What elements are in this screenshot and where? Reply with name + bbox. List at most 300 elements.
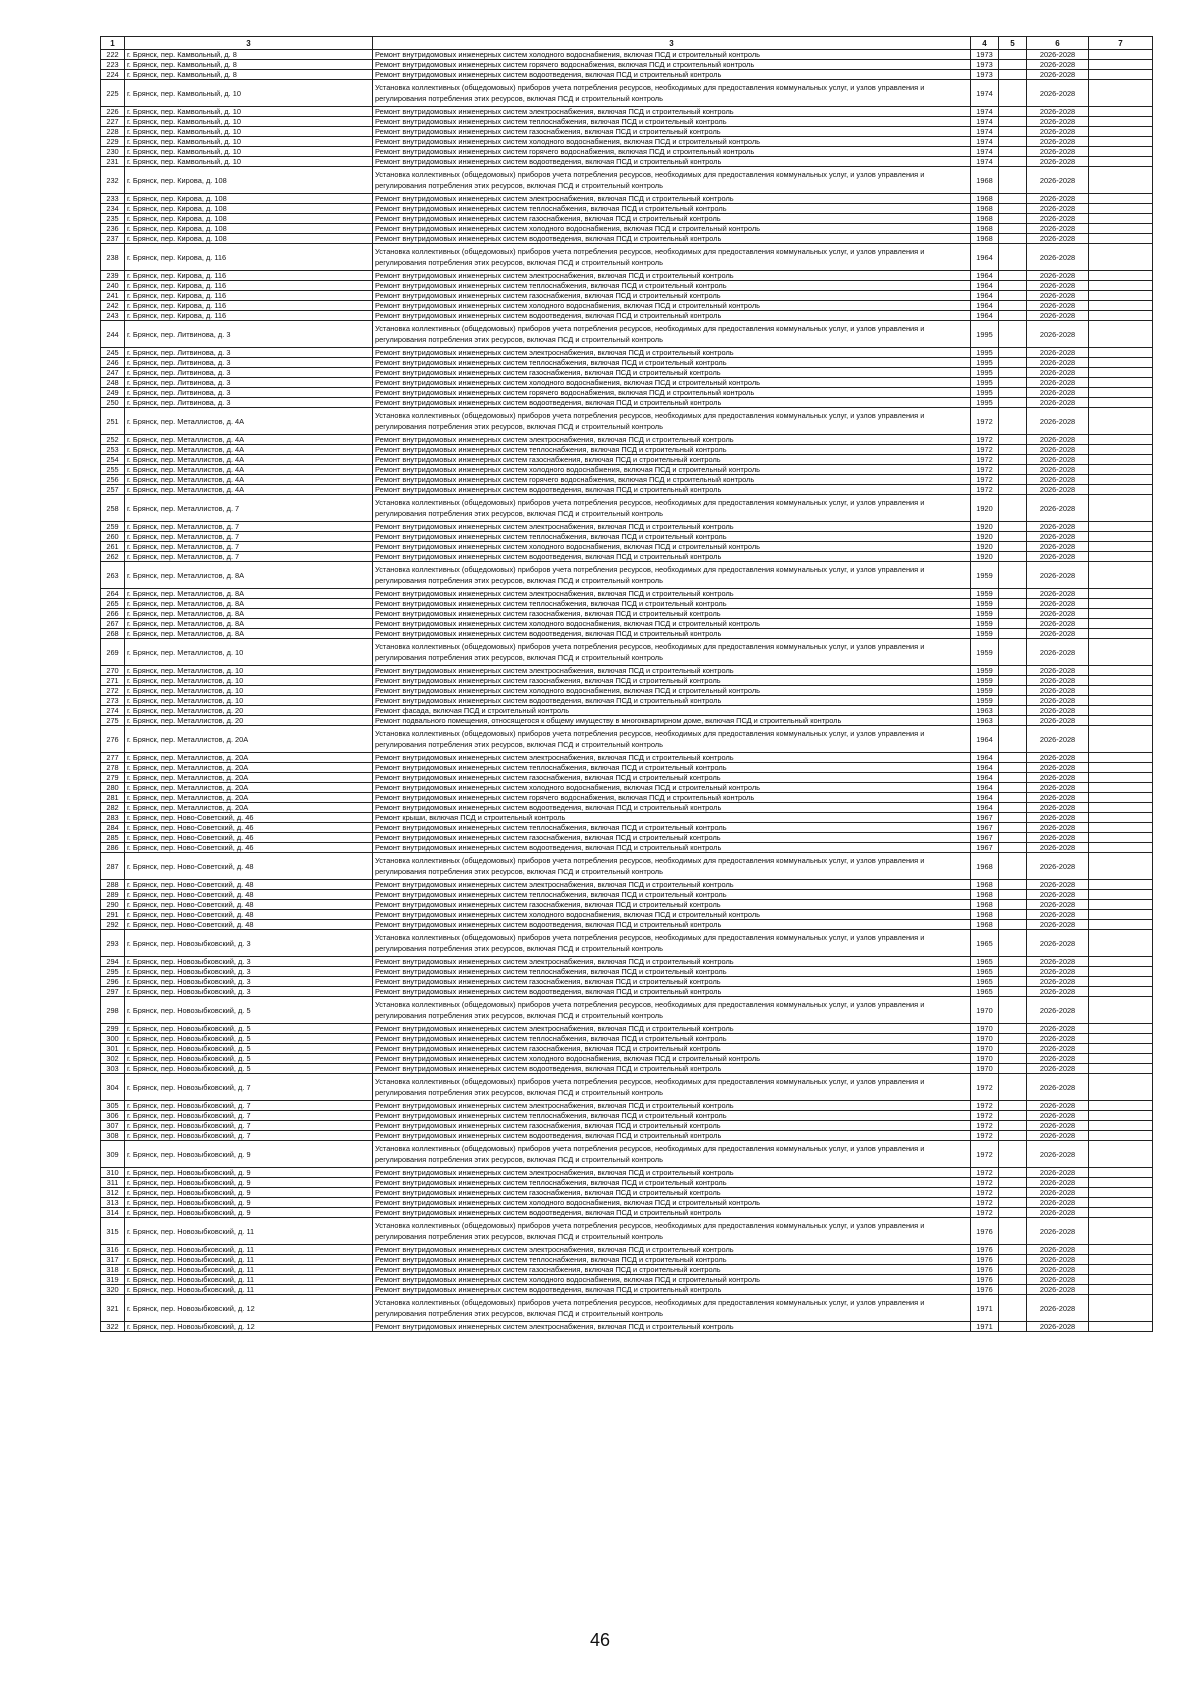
address-cell: г. Брянск, пер. Металлистов, д. 20А — [125, 763, 373, 773]
empty-cell — [999, 890, 1027, 900]
year-cell: 1968 — [971, 204, 999, 214]
empty-cell — [999, 107, 1027, 117]
row-number: 272 — [101, 686, 125, 696]
address-cell: г. Брянск, пер. Металлистов, д. 20А — [125, 783, 373, 793]
empty-cell — [999, 813, 1027, 823]
period-cell: 2026-2028 — [1027, 1111, 1089, 1121]
address-cell: г. Брянск, пер. Металлистов, д. 20А — [125, 773, 373, 783]
period-cell: 2026-2028 — [1027, 930, 1089, 957]
empty-cell — [1089, 378, 1153, 388]
year-cell: 1972 — [971, 445, 999, 455]
empty-cell — [1089, 495, 1153, 522]
empty-cell — [999, 368, 1027, 378]
address-cell: г. Брянск, пер. Ново-Советский, д. 48 — [125, 900, 373, 910]
empty-cell — [999, 1024, 1027, 1034]
year-cell: 1976 — [971, 1218, 999, 1245]
row-number: 267 — [101, 619, 125, 629]
work-description-cell: Ремонт внутридомовых инженерных систем теплоснабжения, включая ПСД и строительный контроль — [373, 763, 971, 773]
row-number: 236 — [101, 224, 125, 234]
work-description-cell: Ремонт внутридомовых инженерных систем водоотведения, включая ПСД и строительный контроль — [373, 1064, 971, 1074]
table-row — [101, 696, 1153, 706]
page-number: 46 — [589, 1630, 611, 1650]
address-cell: г. Брянск, пер. Камвольный, д. 8 — [125, 50, 373, 60]
empty-cell — [999, 676, 1027, 686]
row-number: 288 — [101, 880, 125, 890]
year-cell: 1964 — [971, 291, 999, 301]
address-cell: г. Брянск, пер. Новозыбковский, д. 5 — [125, 1034, 373, 1044]
period-cell: 2026-2028 — [1027, 987, 1089, 997]
work-description-cell: Установка коллективных (общедомовых) приборов учета потребления ресурсов, необходимых для предоставления коммунальных услуг, и узлов управления и регулирования потребления этих ресурсов, включая ПСД и строительный контроль — [373, 562, 971, 589]
work-description-cell: Установка коллективных (общедомовых) приборов учета потребления ресурсов, необходимых для предоставления коммунальных услуг, и узлов управления и регулирования потребления этих ресурсов, включая ПСД и строительный контроль — [373, 244, 971, 271]
empty-cell — [999, 773, 1027, 783]
address-cell: г. Брянск, пер. Металлистов, д. 4А — [125, 445, 373, 455]
period-cell: 2026-2028 — [1027, 957, 1089, 967]
empty-cell — [999, 823, 1027, 833]
table-row — [101, 1198, 1153, 1208]
work-description-cell: Ремонт внутридомовых инженерных систем теплоснабжения, включая ПСД и строительный контроль — [373, 117, 971, 127]
empty-cell — [999, 666, 1027, 676]
row-number: 270 — [101, 666, 125, 676]
row-number: 298 — [101, 997, 125, 1024]
period-cell: 2026-2028 — [1027, 408, 1089, 435]
year-cell: 1965 — [971, 957, 999, 967]
empty-cell — [1089, 167, 1153, 194]
address-cell: г. Брянск, пер. Камвольный, д. 10 — [125, 157, 373, 167]
address-cell: г. Брянск, пер. Новозыбковский, д. 7 — [125, 1131, 373, 1141]
address-cell: г. Брянск, пер. Камвольный, д. 10 — [125, 117, 373, 127]
table-row — [101, 368, 1153, 378]
work-description-cell: Ремонт внутридомовых инженерных систем электроснабжения, включая ПСД и строительный контроль — [373, 194, 971, 204]
row-number: 306 — [101, 1111, 125, 1121]
address-cell: г. Брянск, пер. Металлистов, д. 8А — [125, 562, 373, 589]
empty-cell — [999, 214, 1027, 224]
table-row — [101, 803, 1153, 813]
work-description-cell: Ремонт внутридомовых инженерных систем электроснабжения, включая ПСД и строительный контроль — [373, 753, 971, 763]
year-cell: 1970 — [971, 1024, 999, 1034]
row-number: 295 — [101, 967, 125, 977]
year-cell: 1968 — [971, 234, 999, 244]
table-row — [101, 920, 1153, 930]
row-number: 276 — [101, 726, 125, 753]
period-cell: 2026-2028 — [1027, 823, 1089, 833]
work-description-cell: Ремонт внутридомовых инженерных систем электроснабжения, включая ПСД и строительный контроль — [373, 348, 971, 358]
empty-cell — [1089, 107, 1153, 117]
year-cell: 1970 — [971, 1064, 999, 1074]
row-number: 229 — [101, 137, 125, 147]
period-cell: 2026-2028 — [1027, 706, 1089, 716]
empty-cell — [1089, 358, 1153, 368]
period-cell: 2026-2028 — [1027, 388, 1089, 398]
work-description-cell: Ремонт внутридомовых инженерных систем газоснабжения, включая ПСД и строительный контроль — [373, 900, 971, 910]
period-cell: 2026-2028 — [1027, 204, 1089, 214]
year-cell: 1959 — [971, 589, 999, 599]
address-cell: г. Брянск, пер. Новозыбковский, д. 11 — [125, 1285, 373, 1295]
table-row — [101, 271, 1153, 281]
table-row — [101, 706, 1153, 716]
period-cell: 2026-2028 — [1027, 127, 1089, 137]
empty-cell — [999, 455, 1027, 465]
address-cell: г. Брянск, пер. Ново-Советский, д. 48 — [125, 910, 373, 920]
year-cell: 1968 — [971, 224, 999, 234]
empty-cell — [999, 532, 1027, 542]
empty-cell — [999, 599, 1027, 609]
empty-cell — [1089, 50, 1153, 60]
year-cell: 1967 — [971, 833, 999, 843]
empty-cell — [999, 562, 1027, 589]
work-description-cell: Ремонт внутридомовых инженерных систем водоотведения, включая ПСД и строительный контроль — [373, 70, 971, 80]
table-row — [101, 1034, 1153, 1044]
period-cell: 2026-2028 — [1027, 1101, 1089, 1111]
work-description-cell: Ремонт внутридомовых инженерных систем газоснабжения, включая ПСД и строительный контроль — [373, 977, 971, 987]
address-cell: г. Брянск, пер. Металлистов, д. 10 — [125, 666, 373, 676]
work-description-cell: Ремонт внутридомовых инженерных систем холодного водоснабжения, включая ПСД и строительный контроль — [373, 619, 971, 629]
row-number: 256 — [101, 475, 125, 485]
empty-cell — [999, 1054, 1027, 1064]
table-row — [101, 1101, 1153, 1111]
empty-cell — [999, 157, 1027, 167]
work-description-cell: Ремонт внутридомовых инженерных систем газоснабжения, включая ПСД и строительный контроль — [373, 127, 971, 137]
empty-cell — [1089, 1188, 1153, 1198]
year-cell: 1972 — [971, 485, 999, 495]
table-row — [101, 157, 1153, 167]
address-cell: г. Брянск, пер. Кирова, д. 116 — [125, 271, 373, 281]
empty-cell — [999, 900, 1027, 910]
empty-cell — [999, 977, 1027, 987]
empty-cell — [999, 1101, 1027, 1111]
address-cell: г. Брянск, пер. Новозыбковский, д. 5 — [125, 1024, 373, 1034]
work-description-cell: Установка коллективных (общедомовых) приборов учета потребления ресурсов, необходимых для предоставления коммунальных услуг, и узлов управления и регулирования потребления этих ресурсов, включая ПСД и строительный контроль — [373, 1295, 971, 1322]
year-cell: 1968 — [971, 900, 999, 910]
empty-cell — [1089, 127, 1153, 137]
year-cell: 1964 — [971, 311, 999, 321]
header-col-3: 3 — [373, 37, 971, 50]
period-cell: 2026-2028 — [1027, 977, 1089, 987]
period-cell: 2026-2028 — [1027, 1141, 1089, 1168]
table-row — [101, 70, 1153, 80]
row-number: 302 — [101, 1054, 125, 1064]
address-cell: г. Брянск, пер. Металлистов, д. 7 — [125, 552, 373, 562]
empty-cell — [1089, 1178, 1153, 1188]
empty-cell — [1089, 70, 1153, 80]
year-cell: 1920 — [971, 522, 999, 532]
year-cell: 1976 — [971, 1245, 999, 1255]
empty-cell — [1089, 542, 1153, 552]
row-number: 283 — [101, 813, 125, 823]
year-cell: 1965 — [971, 977, 999, 987]
work-description-cell: Ремонт внутридомовых инженерных систем электроснабжения, включая ПСД и строительный контроль — [373, 1168, 971, 1178]
work-description-cell: Ремонт внутридомовых инженерных систем электроснабжения, включая ПСД и строительный контроль — [373, 271, 971, 281]
table-row — [101, 900, 1153, 910]
address-cell: г. Брянск, пер. Новозыбковский, д. 5 — [125, 1054, 373, 1064]
row-number: 315 — [101, 1218, 125, 1245]
period-cell: 2026-2028 — [1027, 562, 1089, 589]
work-description-cell: Ремонт внутридомовых инженерных систем электроснабжения, включая ПСД и строительный контроль — [373, 1101, 971, 1111]
row-number: 251 — [101, 408, 125, 435]
empty-cell — [999, 629, 1027, 639]
work-description-cell: Ремонт внутридомовых инженерных систем электроснабжения, включая ПСД и строительный контроль — [373, 589, 971, 599]
empty-cell — [1089, 619, 1153, 629]
address-cell: г. Брянск, пер. Новозыбковский, д. 3 — [125, 967, 373, 977]
empty-cell — [999, 793, 1027, 803]
empty-cell — [999, 967, 1027, 977]
row-number: 232 — [101, 167, 125, 194]
work-description-cell: Ремонт внутридомовых инженерных систем газоснабжения, включая ПСД и строительный контроль — [373, 676, 971, 686]
table-row — [101, 1218, 1153, 1245]
address-cell: г. Брянск, пер. Кирова, д. 116 — [125, 311, 373, 321]
work-description-cell: Ремонт внутридомовых инженерных систем газоснабжения, включая ПСД и строительный контроль — [373, 773, 971, 783]
period-cell: 2026-2028 — [1027, 1295, 1089, 1322]
work-description-cell: Ремонт внутридомовых инженерных систем водоотведения, включая ПСД и строительный контроль — [373, 629, 971, 639]
table-row — [101, 1131, 1153, 1141]
year-cell: 1974 — [971, 127, 999, 137]
work-description-cell: Ремонт внутридомовых инженерных систем водоотведения, включая ПСД и строительный контроль — [373, 157, 971, 167]
table-row — [101, 485, 1153, 495]
empty-cell — [1089, 368, 1153, 378]
empty-cell — [999, 137, 1027, 147]
year-cell: 1970 — [971, 1034, 999, 1044]
row-number: 297 — [101, 987, 125, 997]
year-cell: 1971 — [971, 1322, 999, 1332]
table-row — [101, 475, 1153, 485]
address-cell: г. Брянск, пер. Кирова, д. 108 — [125, 214, 373, 224]
table-row — [101, 244, 1153, 271]
work-description-cell: Ремонт внутридомовых инженерных систем теплоснабжения, включая ПСД и строительный контроль — [373, 358, 971, 368]
year-cell: 1964 — [971, 281, 999, 291]
table-row — [101, 1064, 1153, 1074]
year-cell: 1974 — [971, 117, 999, 127]
table-row — [101, 194, 1153, 204]
address-cell: г. Брянск, пер. Металлистов, д. 7 — [125, 495, 373, 522]
table-row — [101, 609, 1153, 619]
empty-cell — [1089, 753, 1153, 763]
work-description-cell: Установка коллективных (общедомовых) приборов учета потребления ресурсов, необходимых для предоставления коммунальных услуг, и узлов управления и регулирования потребления этих ресурсов, включая ПСД и строительный контроль — [373, 930, 971, 957]
empty-cell — [1089, 696, 1153, 706]
empty-cell — [1089, 589, 1153, 599]
address-cell: г. Брянск, пер. Литвинова, д. 3 — [125, 388, 373, 398]
empty-cell — [999, 1141, 1027, 1168]
row-number: 282 — [101, 803, 125, 813]
address-cell: г. Брянск, пер. Металлистов, д. 4А — [125, 465, 373, 475]
empty-cell — [1089, 532, 1153, 542]
work-description-cell: Ремонт внутридомовых инженерных систем холодного водоснабжения, включая ПСД и строительный контроль — [373, 1275, 971, 1285]
empty-cell — [1089, 157, 1153, 167]
empty-cell — [999, 301, 1027, 311]
row-number: 318 — [101, 1265, 125, 1275]
row-number: 265 — [101, 599, 125, 609]
empty-cell — [1089, 1111, 1153, 1121]
row-number: 262 — [101, 552, 125, 562]
period-cell: 2026-2028 — [1027, 920, 1089, 930]
work-description-cell: Ремонт внутридомовых инженерных систем холодного водоснабжения, включая ПСД и строительный контроль — [373, 465, 971, 475]
empty-cell — [1089, 609, 1153, 619]
work-description-cell: Ремонт внутридомовых инженерных систем водоотведения, включая ПСД и строительный контроль — [373, 311, 971, 321]
period-cell: 2026-2028 — [1027, 686, 1089, 696]
table-row — [101, 676, 1153, 686]
empty-cell — [999, 1064, 1027, 1074]
table-row — [101, 398, 1153, 408]
row-number: 258 — [101, 495, 125, 522]
table-row — [101, 321, 1153, 348]
period-cell: 2026-2028 — [1027, 1178, 1089, 1188]
year-cell: 1974 — [971, 137, 999, 147]
period-cell: 2026-2028 — [1027, 609, 1089, 619]
year-cell: 1972 — [971, 1178, 999, 1188]
address-cell: г. Брянск, пер. Ново-Советский, д. 48 — [125, 920, 373, 930]
work-description-cell: Ремонт внутридомовых инженерных систем водоотведения, включая ПСД и строительный контроль — [373, 1208, 971, 1218]
year-cell: 1970 — [971, 1054, 999, 1064]
address-cell: г. Брянск, пер. Новозыбковский, д. 11 — [125, 1255, 373, 1265]
empty-cell — [1089, 1285, 1153, 1295]
address-cell: г. Брянск, пер. Металлистов, д. 10 — [125, 696, 373, 706]
empty-cell — [999, 930, 1027, 957]
year-cell: 1968 — [971, 167, 999, 194]
empty-cell — [999, 1208, 1027, 1218]
work-description-cell: Ремонт внутридомовых инженерных систем водоотведения, включая ПСД и строительный контроль — [373, 696, 971, 706]
address-cell: г. Брянск, пер. Новозыбковский, д. 9 — [125, 1198, 373, 1208]
work-description-cell: Ремонт внутридомовых инженерных систем электроснабжения, включая ПСД и строительный контроль — [373, 957, 971, 967]
work-description-cell: Ремонт внутридомовых инженерных систем холодного водоснабжения, включая ПСД и строительный контроль — [373, 1198, 971, 1208]
empty-cell — [999, 696, 1027, 706]
work-description-cell: Ремонт внутридомовых инженерных систем газоснабжения, включая ПСД и строительный контроль — [373, 455, 971, 465]
empty-cell — [999, 485, 1027, 495]
table-row — [101, 823, 1153, 833]
empty-cell — [999, 388, 1027, 398]
year-cell: 1972 — [971, 455, 999, 465]
table-row — [101, 552, 1153, 562]
work-description-cell: Ремонт внутридомовых инженерных систем теплоснабжения, включая ПСД и строительный контроль — [373, 599, 971, 609]
year-cell: 1968 — [971, 853, 999, 880]
table-row — [101, 50, 1153, 60]
empty-cell — [1089, 833, 1153, 843]
row-number: 249 — [101, 388, 125, 398]
year-cell: 1974 — [971, 157, 999, 167]
work-description-cell: Ремонт внутридомовых инженерных систем теплоснабжения, включая ПСД и строительный контроль — [373, 1178, 971, 1188]
empty-cell — [1089, 398, 1153, 408]
table-row — [101, 214, 1153, 224]
period-cell: 2026-2028 — [1027, 398, 1089, 408]
table-row — [101, 813, 1153, 823]
year-cell: 1964 — [971, 753, 999, 763]
address-cell: г. Брянск, пер. Металлистов, д. 4А — [125, 455, 373, 465]
empty-cell — [999, 1111, 1027, 1121]
table-row — [101, 1044, 1153, 1054]
row-number: 222 — [101, 50, 125, 60]
row-number: 291 — [101, 910, 125, 920]
address-cell: г. Брянск, пер. Металлистов, д. 4А — [125, 485, 373, 495]
table-row — [101, 619, 1153, 629]
work-description-cell: Ремонт внутридомовых инженерных систем теплоснабжения, включая ПСД и строительный контроль — [373, 204, 971, 214]
empty-cell — [999, 50, 1027, 60]
empty-cell — [1089, 435, 1153, 445]
empty-cell — [1089, 910, 1153, 920]
address-cell: г. Брянск, пер. Новозыбковский, д. 7 — [125, 1074, 373, 1101]
empty-cell — [1089, 311, 1153, 321]
row-number: 224 — [101, 70, 125, 80]
empty-cell — [1089, 880, 1153, 890]
table-row — [101, 629, 1153, 639]
work-description-cell: Установка коллективных (общедомовых) приборов учета потребления ресурсов, необходимых для предоставления коммунальных услуг, и узлов управления и регулирования потребления этих ресурсов, включая ПСД и строительный контроль — [373, 726, 971, 753]
empty-cell — [1089, 666, 1153, 676]
empty-cell — [1089, 977, 1153, 987]
work-description-cell: Ремонт внутридомовых инженерных систем теплоснабжения, включая ПСД и строительный контроль — [373, 532, 971, 542]
address-cell: г. Брянск, пер. Металлистов, д. 7 — [125, 522, 373, 532]
period-cell: 2026-2028 — [1027, 1064, 1089, 1074]
address-cell: г. Брянск, пер. Новозыбковский, д. 12 — [125, 1322, 373, 1332]
table-row — [101, 1111, 1153, 1121]
period-cell: 2026-2028 — [1027, 1131, 1089, 1141]
row-number: 255 — [101, 465, 125, 475]
period-cell: 2026-2028 — [1027, 234, 1089, 244]
table-row — [101, 763, 1153, 773]
empty-cell — [999, 843, 1027, 853]
work-description-cell: Ремонт внутридомовых инженерных систем газоснабжения, включая ПСД и строительный контроль — [373, 1265, 971, 1275]
period-cell: 2026-2028 — [1027, 117, 1089, 127]
period-cell: 2026-2028 — [1027, 599, 1089, 609]
period-cell: 2026-2028 — [1027, 813, 1089, 823]
work-description-cell: Ремонт внутридомовых инженерных систем водоотведения, включая ПСД и строительный контроль — [373, 234, 971, 244]
period-cell: 2026-2028 — [1027, 244, 1089, 271]
address-cell: г. Брянск, пер. Литвинова, д. 3 — [125, 321, 373, 348]
empty-cell — [999, 1285, 1027, 1295]
empty-cell — [1089, 853, 1153, 880]
empty-cell — [1089, 60, 1153, 70]
year-cell: 1974 — [971, 107, 999, 117]
header-row — [101, 37, 1153, 50]
row-number: 237 — [101, 234, 125, 244]
address-cell: г. Брянск, пер. Камвольный, д. 10 — [125, 137, 373, 147]
work-description-cell: Ремонт внутридомовых инженерных систем водоотведения, включая ПСД и строительный контроль — [373, 987, 971, 997]
year-cell: 1959 — [971, 599, 999, 609]
address-cell: г. Брянск, пер. Металлистов, д. 8А — [125, 619, 373, 629]
work-description-cell: Установка коллективных (общедомовых) приборов учета потребления ресурсов, необходимых для предоставления коммунальных услуг, и узлов управления и регулирования потребления этих ресурсов, включая ПСД и строительный контроль — [373, 321, 971, 348]
year-cell: 1976 — [971, 1255, 999, 1265]
work-description-cell: Ремонт внутридомовых инженерных систем горячего водоснабжения, включая ПСД и строительный контроль — [373, 388, 971, 398]
header-col-5: 5 — [999, 37, 1027, 50]
table-row — [101, 1054, 1153, 1064]
address-cell: г. Брянск, пер. Литвинова, д. 3 — [125, 368, 373, 378]
year-cell: 1974 — [971, 80, 999, 107]
empty-cell — [1089, 1064, 1153, 1074]
period-cell: 2026-2028 — [1027, 716, 1089, 726]
period-cell: 2026-2028 — [1027, 619, 1089, 629]
address-cell: г. Брянск, пер. Новозыбковский, д. 9 — [125, 1208, 373, 1218]
year-cell: 1965 — [971, 987, 999, 997]
address-cell: г. Брянск, пер. Металлистов, д. 10 — [125, 639, 373, 666]
empty-cell — [1089, 957, 1153, 967]
empty-cell — [999, 408, 1027, 435]
address-cell: г. Брянск, пер. Новозыбковский, д. 5 — [125, 1044, 373, 1054]
address-cell: г. Брянск, пер. Новозыбковский, д. 7 — [125, 1121, 373, 1131]
address-cell: г. Брянск, пер. Камвольный, д. 10 — [125, 107, 373, 117]
empty-cell — [1089, 1275, 1153, 1285]
empty-cell — [1089, 455, 1153, 465]
address-cell: г. Брянск, пер. Новозыбковский, д. 9 — [125, 1178, 373, 1188]
row-number: 312 — [101, 1188, 125, 1198]
period-cell: 2026-2028 — [1027, 1121, 1089, 1131]
address-cell: г. Брянск, пер. Новозыбковский, д. 12 — [125, 1295, 373, 1322]
period-cell: 2026-2028 — [1027, 763, 1089, 773]
year-cell: 1967 — [971, 843, 999, 853]
empty-cell — [999, 783, 1027, 793]
work-description-cell: Установка коллективных (общедомовых) приборов учета потребления ресурсов, необходимых для предоставления коммунальных услуг, и узлов управления и регулирования потребления этих ресурсов, включая ПСД и строительный контроль — [373, 1074, 971, 1101]
period-cell: 2026-2028 — [1027, 900, 1089, 910]
empty-cell — [1089, 823, 1153, 833]
empty-cell — [999, 1322, 1027, 1332]
row-number: 273 — [101, 696, 125, 706]
table-row — [101, 408, 1153, 435]
empty-cell — [1089, 987, 1153, 997]
empty-cell — [999, 321, 1027, 348]
